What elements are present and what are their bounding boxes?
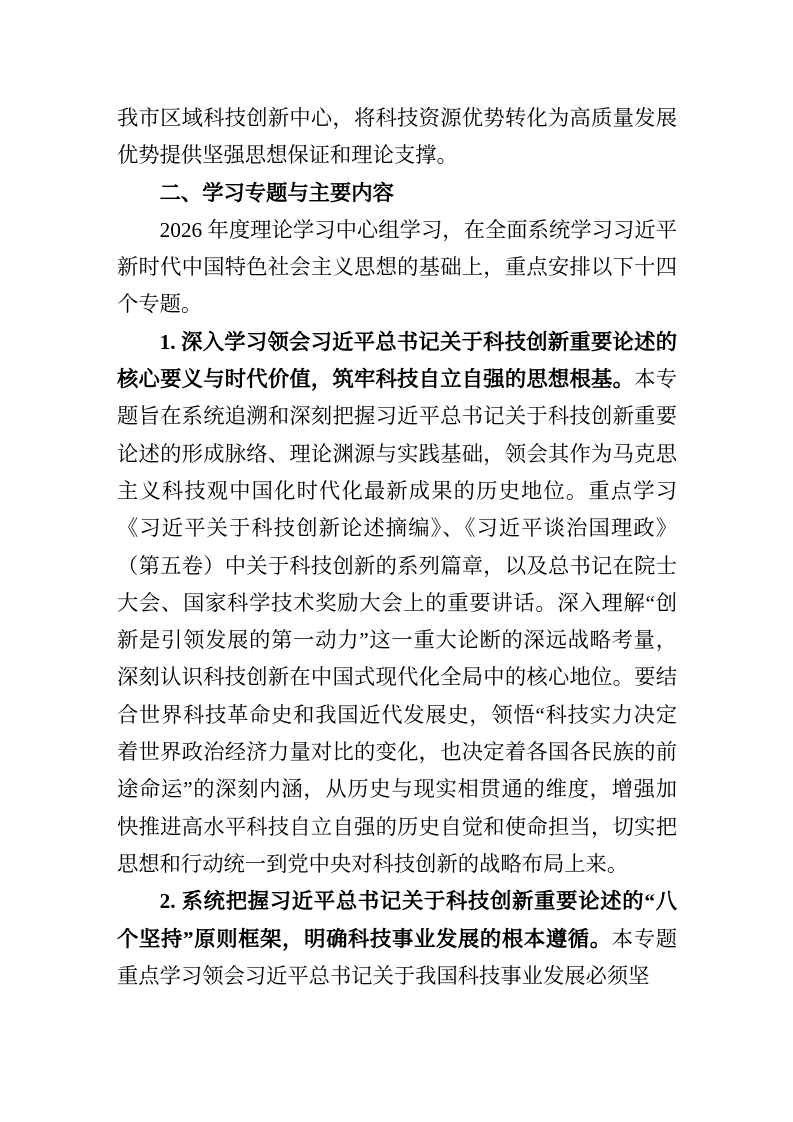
text-run-bold: 2. 系统把握习近平总书记关于科技创新重要论述的“八个坚持”原则框架，明确科技事业发展的根本遵循。 — [117, 889, 677, 951]
paragraph — [117, 883, 677, 995]
paragraph — [117, 212, 677, 324]
section-heading — [117, 175, 677, 212]
text-run-bold: 二、学习专题与主要内容 — [159, 180, 394, 205]
text-run-regular: 本专题旨在系统追溯和深刻把握习近平总书记关于科技创新重要论述的形成脉络、理论渊源与实践基础，领会其作为马克思主义科技观中国化时代化最新成果的历史地位。重点学习《习近平关于科技创新论述摘编》、《习近平谈治国理政》（第五卷）中关于科技创新的系列篇章，以及总书记在院士大会、国家科学技术奖励大会上的重要讲话。深入理解“创新是引领发展的第一动力”这一重大论断的深远战略考量，深刻认识科技创新在中国式现代化全局中的核心地位。要结合世界科技革命史和我国近代发展史，领悟“科技实力决定着世界政治经济力量对比的变化，也决定着各国各民族的前途命运”的深刻内涵，从历史与现实相贯通的维度，增强加快推进高水平科技自立自强的历史自觉和使命担当，切实把思想和行动统一到党中央对科技创新的战略布局上来。 — [117, 367, 677, 876]
text-run-bold: 1. 深入学习领会习近平总书记关于科技创新重要论述的核心要义与时代价值，筑牢科技自立自强的思想根基。 — [117, 329, 677, 392]
document-body — [117, 100, 677, 995]
text-run-regular: 2026 年度理论学习中心组学习，在全面系统学习习近平新时代中国特色社会主义思想的基础上，重点安排以下十四个专题。 — [117, 217, 677, 317]
text-run-regular: 本专题重点学习领会习近平总书记关于我国科技事业发展必须坚 — [117, 926, 677, 988]
paragraph — [117, 100, 677, 175]
paragraph — [117, 324, 677, 883]
text-run-regular: 我市区域科技创新中心，将科技资源优势转化为高质量发展优势提供坚强思想保证和理论支撑。 — [117, 106, 677, 168]
